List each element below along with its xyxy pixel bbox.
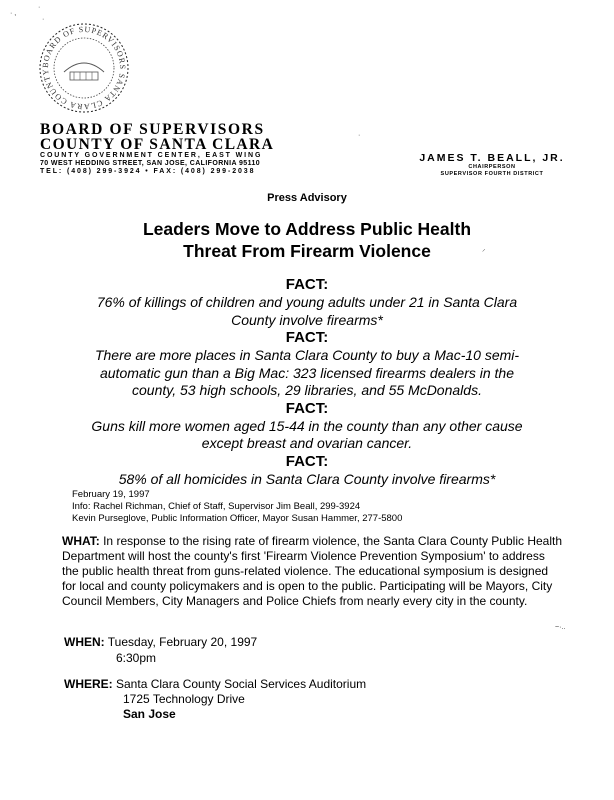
- board-title: BOARD OF SUPERVISORS: [40, 121, 265, 138]
- where-address: [123, 692, 245, 722]
- where-line: [64, 677, 366, 692]
- fact-label: FACT:: [285, 399, 329, 417]
- when-label: WHEN:: [64, 635, 105, 649]
- facts-section: [0, 276, 614, 488]
- county-title: COUNTY OF SANTA CLARA: [40, 136, 275, 153]
- headline-line-2: Threat From Firearm Violence: [183, 241, 431, 261]
- where-street: 1725 Technology Drive: [123, 692, 245, 706]
- supervisor-district: SUPERVISOR FOURTH DISTRICT: [440, 171, 544, 177]
- fact-text: Guns kill more women aged 15-44 in the county than any other cause: [91, 417, 523, 434]
- when-time: 6:30pm: [116, 651, 157, 665]
- fact-text: county, 53 high schools, 29 libraries, and 55 McDonalds.: [132, 382, 482, 398]
- when-date: Tuesday, February 20, 1997: [104, 635, 258, 649]
- address-line-1: COUNTY GOVERNMENT CENTER, EAST WING: [40, 152, 263, 159]
- fact-text: 76% of killings of children and young adults under 21 in Santa Clara: [96, 294, 518, 310]
- supervisor-block: [412, 152, 572, 178]
- info-contact-2: Kevin Purseglove, Public Information Officer, Mayor Susan Hammer, 277-5800: [72, 513, 403, 524]
- fact-text: automatic gun than a Big Mac: 323 licensed firearms dealers in the: [99, 364, 514, 381]
- release-date: February 19, 1997: [72, 489, 150, 500]
- headline-line-1: Leaders Move to Address Public Health: [142, 219, 472, 239]
- fact-text: There are more places in Santa Clara County to buy a Mac-10 semi-: [94, 347, 520, 363]
- press-advisory-label: Press Advisory: [267, 192, 347, 204]
- contact-line: TEL: (408) 299-3924 • FAX: (408) 299-2038: [40, 168, 256, 175]
- fact-label: FACT:: [285, 329, 329, 346]
- county-seal: [28, 12, 140, 124]
- where-city: San Jose: [123, 707, 176, 721]
- fact-text: 58% of all homicides in Santa Clara County involve firearms*: [118, 470, 496, 487]
- what-text: In response to the rising rate of firearm violence, the Santa Clara County Public Health Department will host the county's first 'Firearm Violence Prevention Symposium' to address the public health threat from guns-related violence. The educational symposium is designed for local and county policymakers and is open to the public. Participating will be Mayors, City Council Members, City Managers and Police Chiefs from nearly every city in the county.: [62, 534, 563, 608]
- supervisor-name: JAMES T. BEALL, JR.: [419, 152, 565, 164]
- what-paragraph: [62, 534, 562, 609]
- fact-label: FACT:: [285, 452, 329, 470]
- supervisor-title: CHAIRPERSON: [468, 164, 516, 170]
- dateline: [72, 489, 402, 525]
- fact-text: County involve firearms*: [231, 311, 383, 328]
- where-venue: Santa Clara County Social Services Auditorium: [112, 677, 367, 691]
- when-line: [64, 635, 257, 650]
- headline: [0, 218, 614, 262]
- where-label: WHERE:: [64, 677, 113, 691]
- address-line-2: 70 WEST HEDDING STREET, SAN JOSE, CALIFORNIA 95110: [40, 160, 261, 167]
- info-contact-1: Info: Rachel Richman, Chief of Staff, Supervisor Jim Beall, 299-3924: [72, 501, 361, 512]
- seal-text: BOARD OF SUPERVISORS SANTA CLARA COUNTY: [40, 24, 128, 112]
- what-label: WHAT:: [62, 534, 100, 548]
- fact-label: FACT:: [285, 276, 329, 293]
- fact-text: except breast and ovarian cancer.: [201, 435, 413, 451]
